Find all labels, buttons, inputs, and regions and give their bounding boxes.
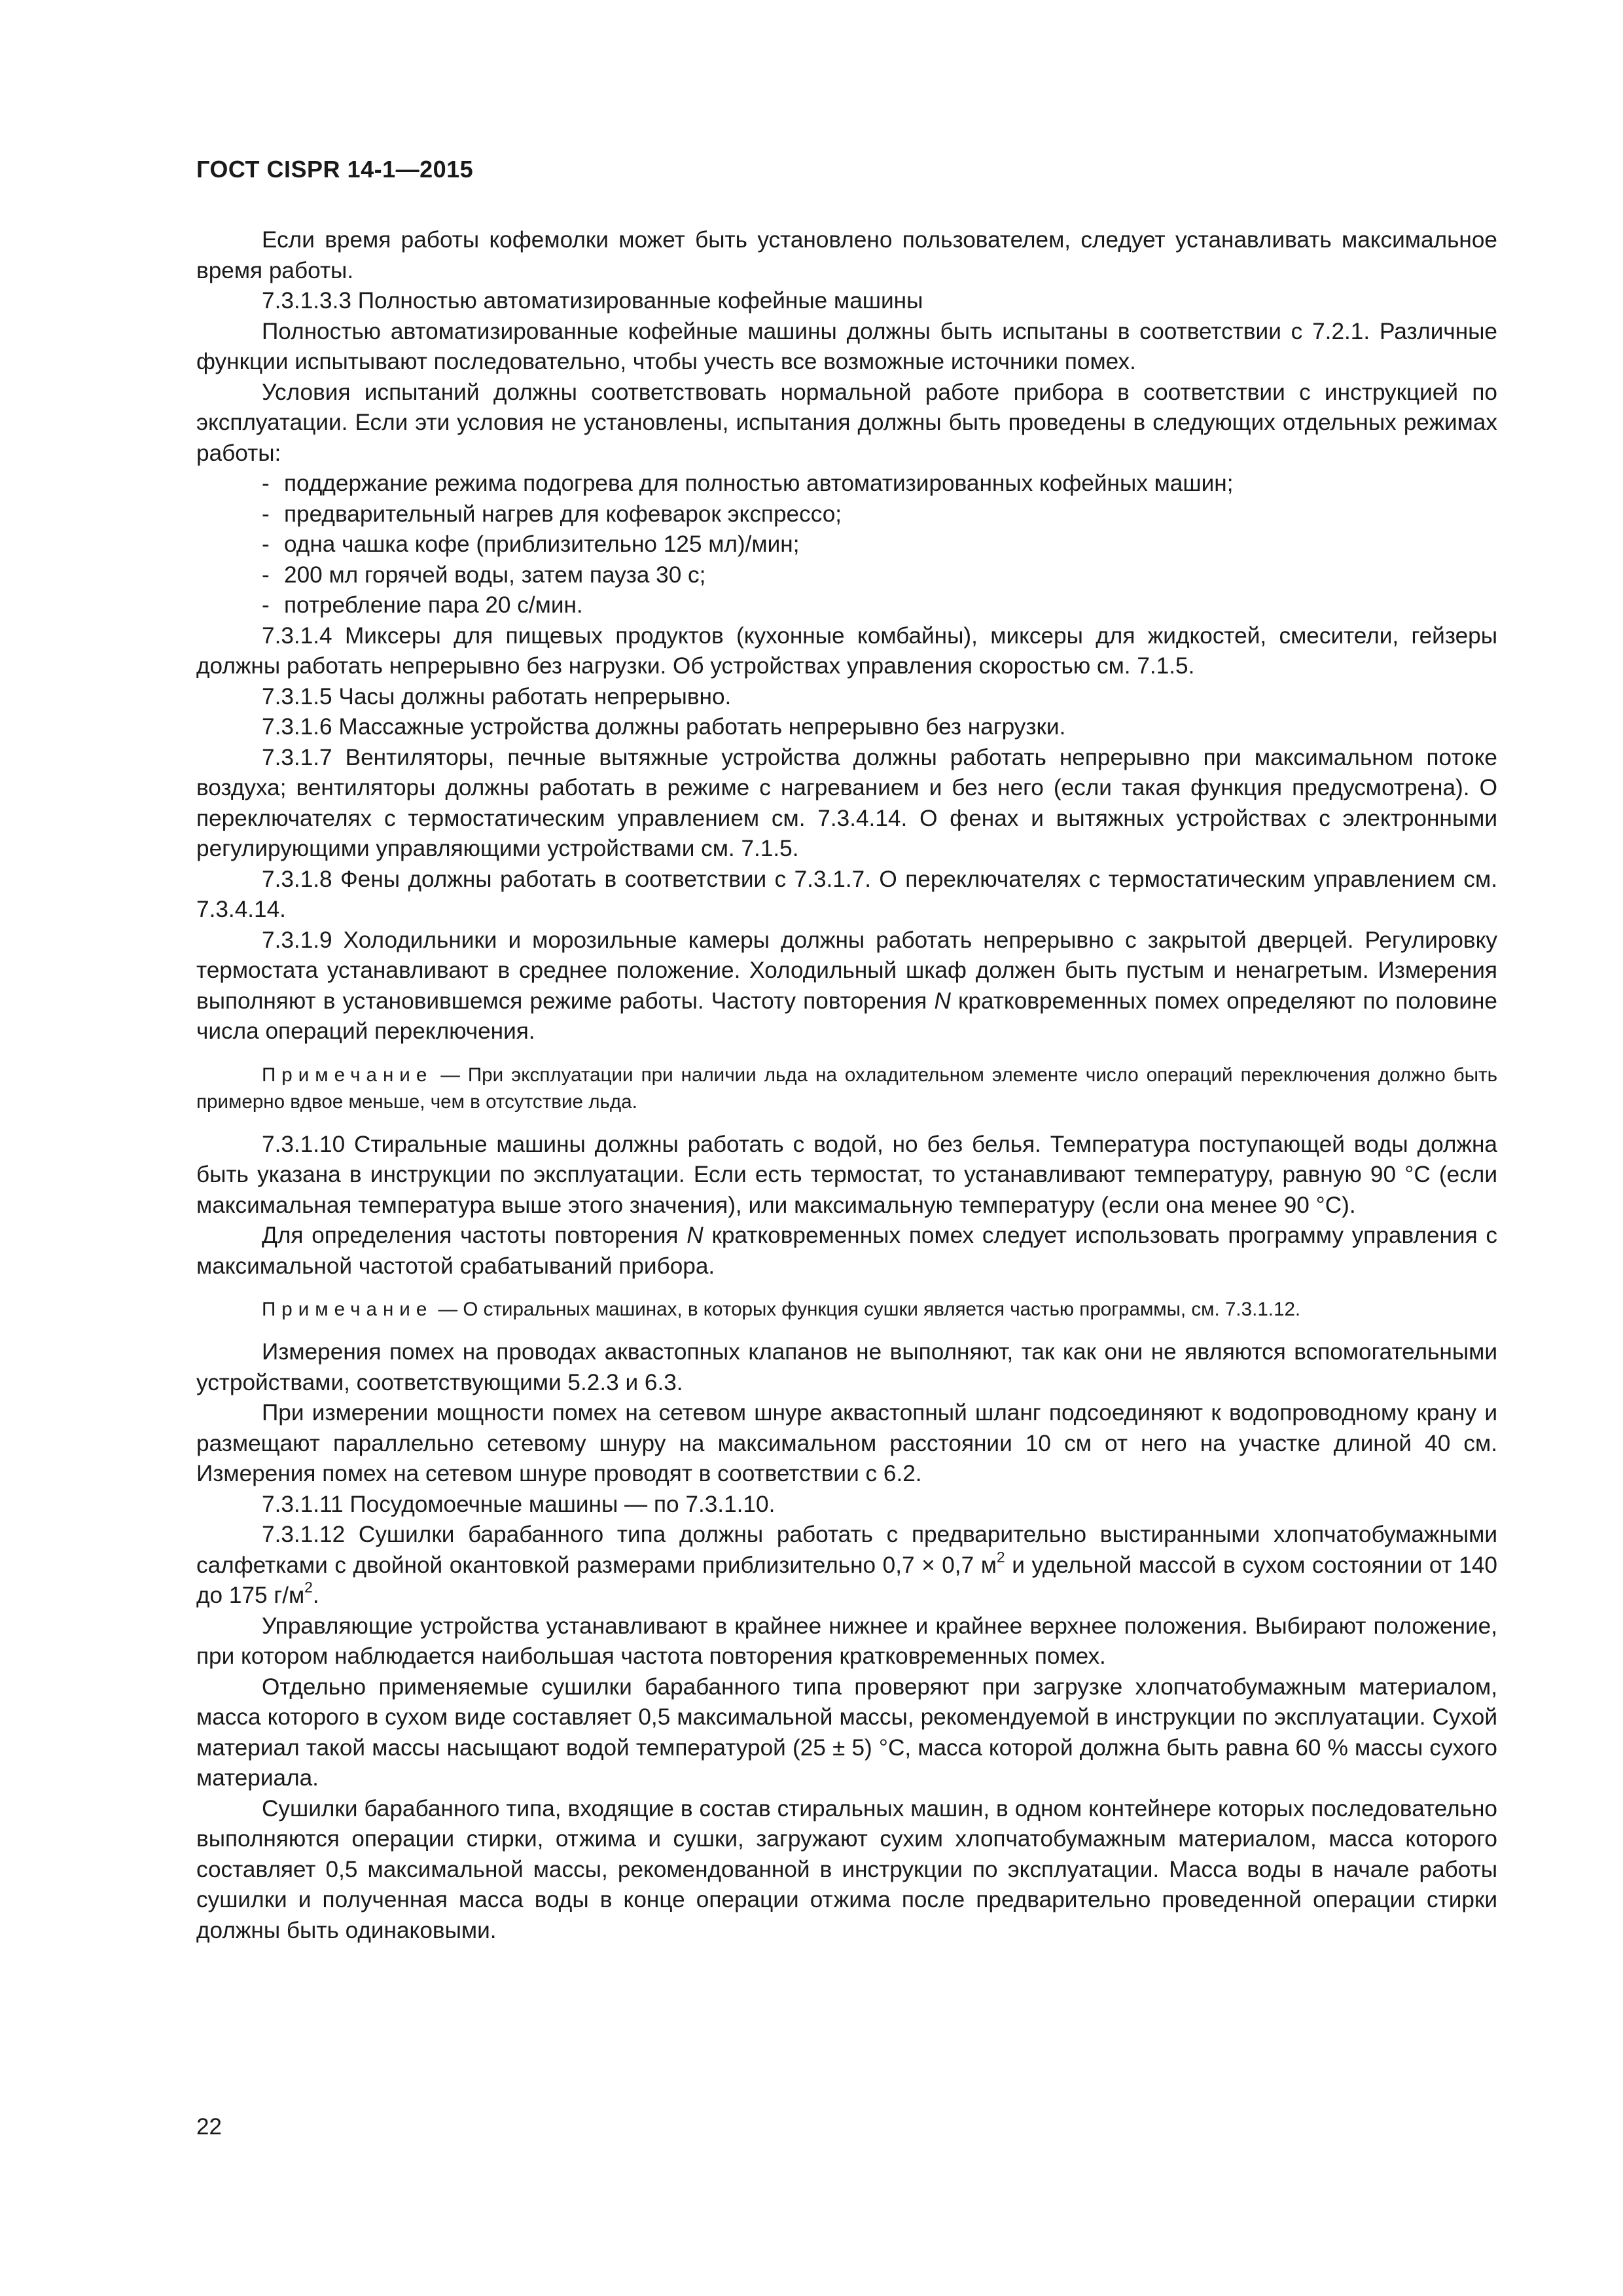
note: Примечание — О стиральных машинах, в которых функция сушки является частью программы, см. 7.3.1.12. [262, 1299, 1301, 1320]
paragraph: 7.3.1.7 Вентиляторы, печные вытяжные устройства должны работать непрерывно при максимальном потоке воздуха; вентиляторы должны работать в режиме с нагреванием и без него (если такая функция предусмотрена). О переключателях с термостатическим управлением см. 7.3.4.14. О фенах и вытяжных устройствах с электронными регулирующими управляющими устройствами см. 7.1.5. [196, 744, 1497, 861]
list-item: - потребление пара 20 с/мин. [262, 592, 583, 618]
list-item: - поддержание режима подогрева для полностью автоматизированных кофейных машин; [262, 471, 1234, 496]
page-number: 22 [196, 2114, 222, 2140]
paragraph: 7.3.1.10 Стиральные машины должны работать с водой, но без белья. Температура поступающей воды должна быть указана в инструкции по эксплуатации. Если есть термостат, то устанавливают температуру, равную 90 °С (если максимальная температура выше этого значения), или максимальную температуру (если она менее 90 °С). [196, 1131, 1497, 1218]
paragraph: Отдельно применяемые сушилки барабанного типа проверяют при загрузке хлопчатобумажным материалом, масса которого в сухом виде составляет 0,5 максимальной массы, рекомендуемой в инструкции по эксплуатации. Сухой материал такой массы насыщают водой температурой (25 ± 5) °С, масса которой должна быть равна 60 % массы сухого материала. [196, 1674, 1497, 1791]
note-label: Примечание [262, 1299, 433, 1320]
paragraph: Сушилки барабанного типа, входящие в состав стиральных машин, в одном контейнере которых последовательно выполняются операции стирки, отжима и сушки, загружают сухим хлопчатобумажным материалом, масса которого составляет 0,5 максимальной массы, рекомендованной в инструкции по эксплуатации. Масса воды в начале работы сушилки и полученная масса воды в конце операции отжима после предварительно проведенной операции стирки должны быть одинаковыми. [196, 1795, 1497, 1943]
paragraph: 7.3.1.12 Сушилки барабанного типа должны работать с предварительно выстиранными хлопчатобумажными салфетками с двойной окантовкой размерами приблизительно 0,7 × 0,7 $м^2$ и удельной массой в сухом состоянии от 140 до 175 $г/м^2$. [196, 1522, 1498, 1608]
paragraph: 7.3.1.6 Массажные устройства должны работать непрерывно без нагрузки. [262, 714, 1066, 740]
paragraph: 7.3.1.11 Посудомоечные машины — по 7.3.1.10. [262, 1491, 776, 1517]
paragraph: 7.3.1.5 Часы должны работать непрерывно. [262, 683, 732, 709]
section-heading: 7.3.1.3.3 Полностью автоматизированные кофейные машины [262, 288, 923, 314]
list-item: - предварительный нагрев для кофеварок экспрессо; [262, 501, 842, 527]
list-item: - одна чашка кофе (приблизительно 125 мл)/мин; [262, 531, 800, 557]
document-header: ГОСТ CISPR 14-1—2015 [196, 156, 474, 183]
paragraph: Полностью автоматизированные кофейные машины должны быть испытаны в соответствии с 7.2.1. Различные функции испытывают последовательно, чтобы учесть все возможные источники помех. [196, 318, 1497, 374]
paragraph: Условия испытаний должны соответствовать нормальной работе прибора в соответствии с инструкцией по эксплуатации. Если эти условия не установлены, испытания должны быть проведены в следующих отдельных режимах работы: [196, 379, 1497, 466]
document-body [196, 225, 1497, 1946]
paragraph: Если время работы кофемолки может быть установлено пользователем, следует устанавливать максимальное время работы. [196, 227, 1497, 283]
note: Примечание — При эксплуатации при наличии льда на охладительном элементе число операций переключения должно быть примерно вдвое меньше, чем в отсутствие льда. [196, 1064, 1497, 1113]
paragraph: Измерения помех на проводах аквастопных клапанов не выполняют, так как они не являются вспомогательными устройствами, соответствующими 5.2.3 и 6.3. [196, 1339, 1497, 1395]
paragraph: 7.3.1.9 Холодильники и морозильные камеры должны работать непрерывно с закрытой дверцей. Регулировку термостата устанавливают в среднее положение. Холодильный шкаф должен быть пустым и ненагретым. Измерения выполняют в установившемся режиме работы. Частоту повторения N кратковременных помех определяют по половине числа операций переключения. [196, 927, 1497, 1044]
paragraph: 7.3.1.4 Миксеры для пищевых продуктов (кухонные комбайны), миксеры для жидкостей, смесители, гейзеры должны работать непрерывно без нагрузки. Об устройствах управления скоростью см. 7.1.5. [196, 622, 1497, 679]
note-label: Примечание [262, 1064, 433, 1086]
paragraph: Управляющие устройства устанавливают в крайнее нижнее и крайнее верхнее положения. Выбирают положение, при котором наблюдается наибольшая частота повторения кратковременных помех. [196, 1613, 1497, 1669]
paragraph: Для определения частоты повторения N кратковременных помех следует использовать программу управления с максимальной частотой срабатываний прибора. [196, 1223, 1497, 1279]
mode-list [196, 469, 1497, 621]
paragraph: 7.3.1.8 Фены должны работать в соответствии с 7.3.1.7. О переключателях с термостатическим управлением см. 7.3.4.14. [196, 866, 1497, 922]
list-item: - 200 мл горячей воды, затем пауза 30 с; [262, 562, 706, 588]
paragraph: При измерении мощности помех на сетевом шнуре аквастопный шланг подсоединяют к водопроводному крану и размещают параллельно сетевому шнуру на максимальном расстоянии 10 см от него на участке длиной 40 см. Измерения помех на сетевом шнуре проводят в соответствии с 6.2. [196, 1400, 1497, 1486]
